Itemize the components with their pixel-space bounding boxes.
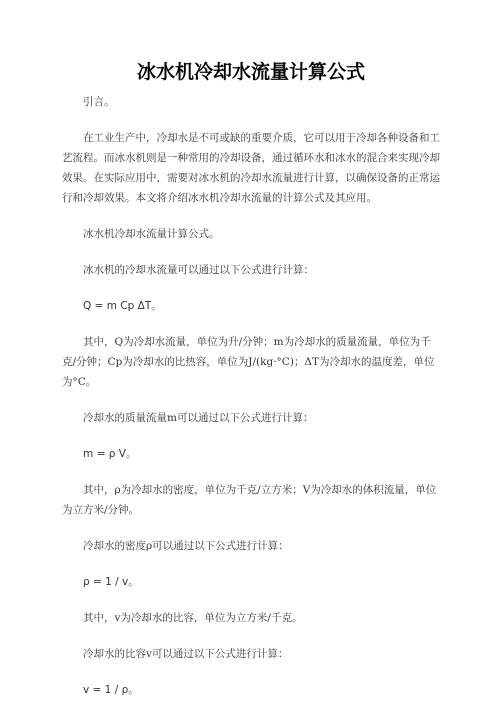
paragraph-flow-lead: 冰水机的冷却水流量可以通过以下公式进行计算：	[83, 264, 314, 276]
formula-density: ρ = 1 / v。	[83, 576, 139, 588]
paragraph-section-heading: 冰水机冷却水流量计算公式。	[83, 228, 220, 240]
paragraph-specific-volume-lead: 冷却水的比容v可以通过以下公式进行计算：	[83, 648, 289, 660]
formula-flow: Q = m Cp ΔT。	[83, 300, 162, 312]
document-body	[62, 92, 442, 716]
paragraph-intro-heading: 引言。	[83, 96, 115, 108]
paragraph-intro-text: 在工业生产中，冷却水是不可或缺的重要介质，它可以用于冷却各种设备和工艺流程。而冰水机则是一种常用的冷却设备，通过循环水和冰水的混合来实现冷却效果。在实际应用中，需要对冰水机的冷却水流量进行计算，以确保设备的正常运行和冷却效果。本文将介绍冰水机冷却水流量的计算公式及其应用。	[62, 132, 440, 204]
paragraph-flow-definitions: 其中，Q为冷却水流量，单位为升/分钟；m为冷却水的质量流量，单位为千克/分钟；Cp为冷却水的比热容，单位为J/(kg·°C)；ΔT为冷却水的温度差，单位为°C。	[62, 336, 435, 388]
paragraph-density-definitions: 其中，v为冷却水的比容，单位为立方米/千克。	[83, 612, 303, 624]
document-title: 冰水机冷却水流量计算公式	[136, 61, 365, 83]
formula-specific-volume: v = 1 / ρ。	[83, 684, 139, 696]
paragraph-mass-flow-definitions: 其中，ρ为冷却水的密度，单位为千克/立方米；V为冷却水的体积流量，单位为立方米/分钟。	[62, 484, 437, 516]
paragraph-mass-flow-lead: 冷却水的质量流量m可以通过以下公式进行计算：	[83, 412, 314, 424]
formula-mass-flow: m = ρ V。	[83, 448, 137, 460]
paragraph-density-lead: 冷却水的密度ρ可以通过以下公式进行计算：	[83, 540, 289, 552]
